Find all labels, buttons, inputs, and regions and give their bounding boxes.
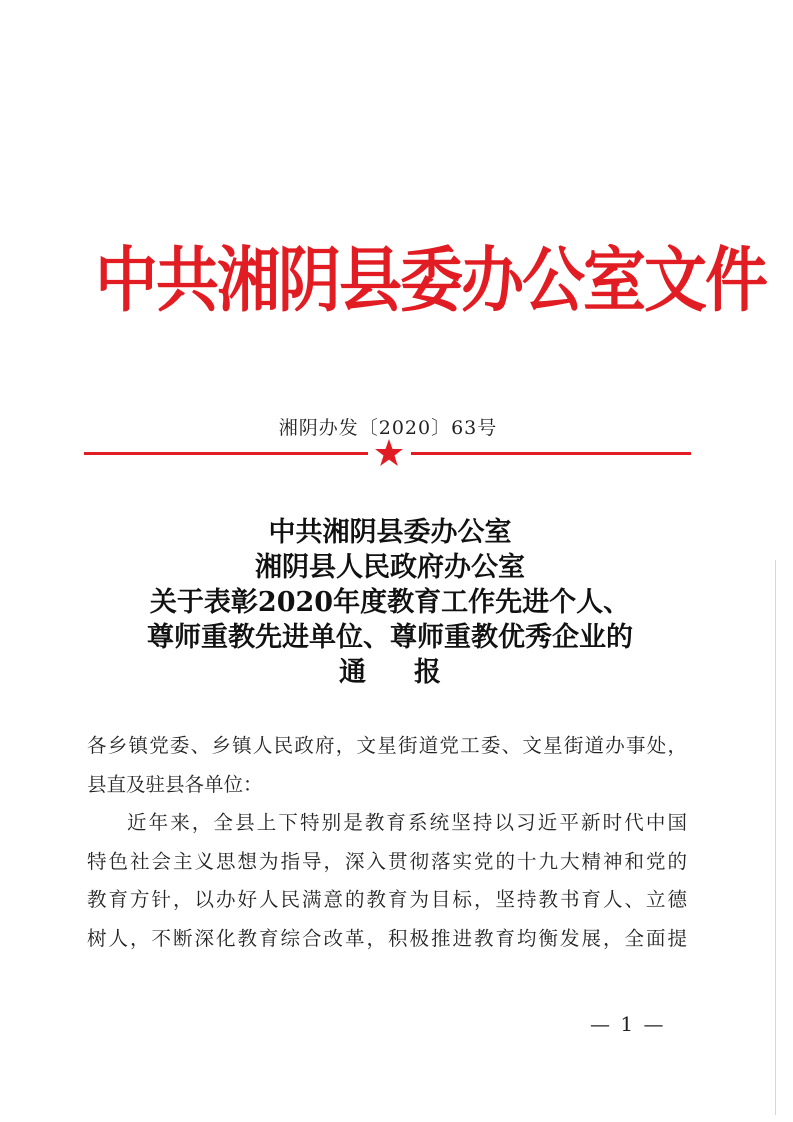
notice-title-line: 中共湘阴县委办公室	[268, 517, 512, 548]
document-number: 湘阴办发〔2020〕63号	[278, 417, 498, 439]
page-number: — 1 —	[590, 1012, 666, 1036]
notice-title-line: 关于表彰2020年度教育工作先进个人、	[149, 587, 631, 618]
addressee-line: 各乡镇党委、乡镇人民政府，文星街道党工委、文星街道办事处，	[87, 734, 687, 757]
notice-title-char: 报	[414, 657, 441, 688]
body-text	[87, 727, 687, 958]
scan-edge-line	[775, 560, 776, 1115]
star-icon	[374, 438, 404, 468]
red-rule-left	[84, 452, 368, 455]
notice-title-char: 通	[339, 657, 366, 688]
paragraph-line: 树人，不断深化教育综合改革，积极推进教育均衡发展，全面提	[87, 926, 687, 950]
addressee-line: 县直及驻县各单位：	[87, 772, 263, 796]
notice-title-line: 湘阴县人民政府办公室	[255, 552, 525, 583]
notice-title-line: 尊师重教先进单位、尊师重教优秀企业的	[147, 622, 633, 653]
red-rule-right	[411, 452, 691, 455]
document-header-title: 中共湘阴县委办公室文件	[95, 239, 766, 322]
notice-title	[60, 515, 720, 690]
paragraph-line: 近年来，全县上下特别是教育系统坚持以习近平新时代中国	[127, 811, 687, 834]
paragraph-line: 特色社会主义思想为指导，深入贯彻落实党的十九大精神和党的	[87, 849, 687, 873]
notice-title-last-line	[60, 655, 720, 690]
paragraph-line: 教育方针，以办好人民满意的教育为目标，坚持教书育人、立德	[87, 888, 687, 911]
